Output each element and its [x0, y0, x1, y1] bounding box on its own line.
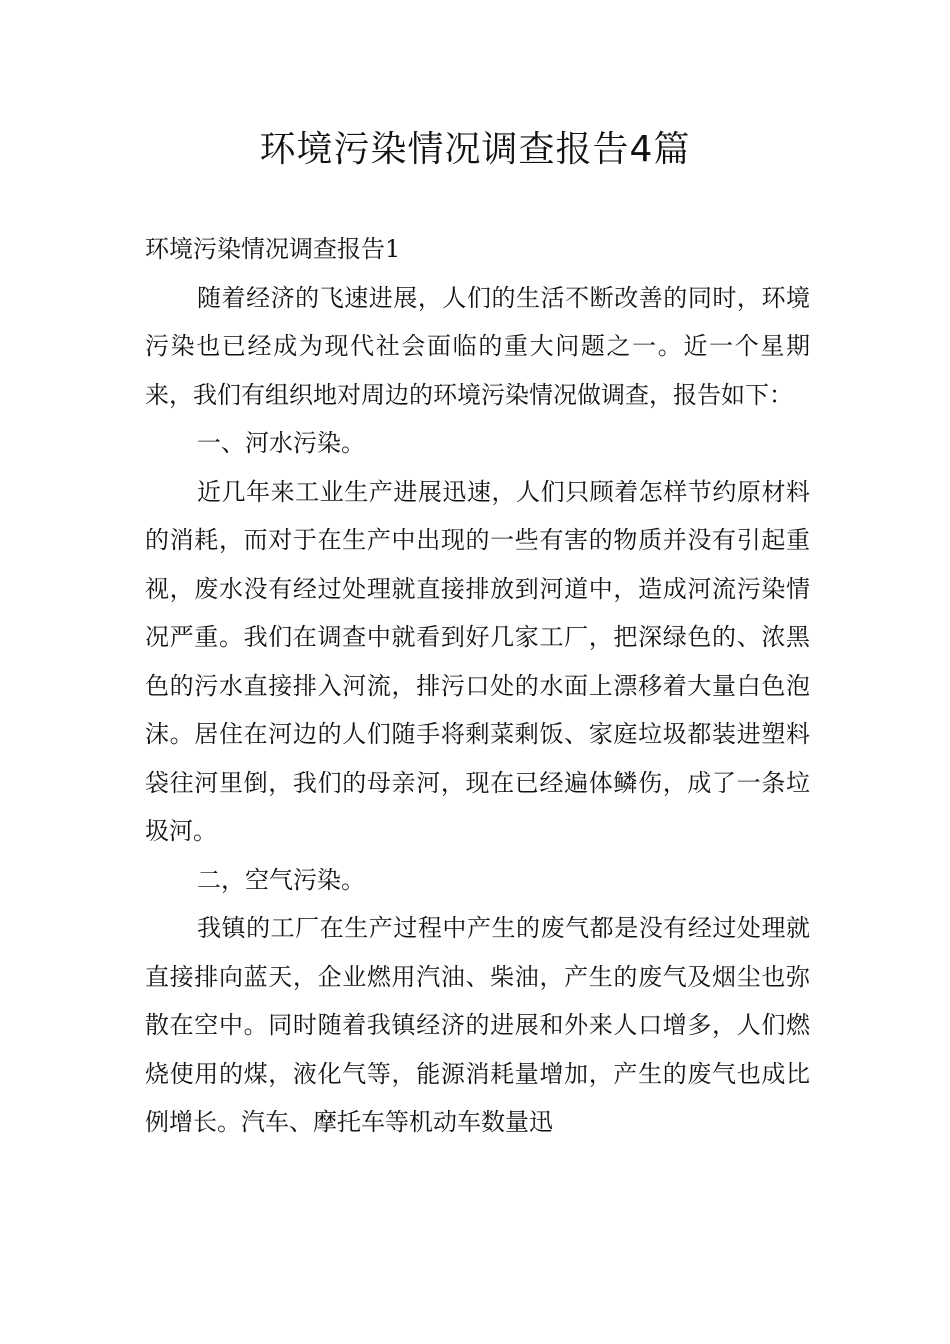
- paragraph-intro: 随着经济的飞速进展，人们的生活不断改善的同时，环境污染也已经成为现代社会面临的重大问题之一。近一个星期来，我们有组织地对周边的环境污染情况做调查，报告如下：: [145, 283, 810, 409]
- section-heading-water: 一、河水污染。: [197, 429, 365, 457]
- document-body: [145, 225, 810, 1147]
- report-subtitle: 环境污染情况调查报告1: [145, 235, 401, 263]
- document-title: 环境污染情况调查报告4篇: [259, 129, 691, 170]
- paragraph-air: 我镇的工厂在生产过程中产生的废气都是没有经过处理就直接排向蓝天，企业燃用汽油、柴油，产生的废气及烟尘也弥散在空中。同时随着我镇经济的进展和外来人口增多，人们燃烧使用的煤，液化气等，能源消耗量增加，产生的废气也成比例增长。汽车、摩托车等机动车数量迅: [145, 914, 810, 1136]
- paragraph-water: 近几年来工业生产进展迅速，人们只顾着怎样节约原材料的消耗，而对于在生产中出现的一些有害的物质并没有引起重视，废水没有经过处理就直接排放到河道中，造成河流污染情况严重。我们在调查中就看到好几家工厂，把深绿色的、浓黑色的污水直接排入河流，排污口处的水面上漂移着大量白色泡沫。居住在河边的人们随手将剩菜剩饭、家庭垃圾都装进塑料袋往河里倒，我们的母亲河，现在已经遍体鳞伤，成了一条垃圾河。: [145, 477, 810, 845]
- section-heading-air: 二，空气污染。: [197, 865, 365, 894]
